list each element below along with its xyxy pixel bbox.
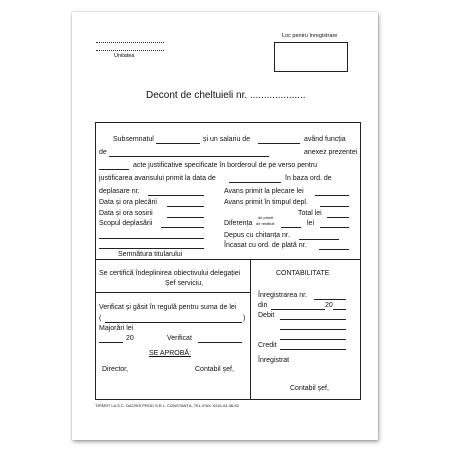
avans-timpul-field[interactable] <box>320 206 349 207</box>
acts-label: acte justificative specificate în borderoul de pe verso pentru <box>133 162 318 169</box>
debit-field-1[interactable] <box>280 319 346 320</box>
data-plecarii-field[interactable] <box>167 206 204 207</box>
de-restituit-label: de restituit <box>256 221 275 226</box>
contabilitate-title: CONTABILITATE <box>276 270 330 277</box>
credit-label: Credit <box>258 342 277 349</box>
se-aproba-label: SE APROBĂ: <box>149 350 192 357</box>
certify-text: Se certifică îndeplinirea obiectivului delegației <box>99 270 241 277</box>
accounting-contabil-label: Contabil șef, <box>290 385 329 392</box>
name-field[interactable] <box>156 143 200 144</box>
baza-ord-label: în baza ord. de <box>285 175 332 182</box>
debit-field-3[interactable] <box>280 339 346 340</box>
amount-words-field[interactable] <box>105 322 242 323</box>
scopul-field-2[interactable] <box>99 238 204 239</box>
inregistrarea-label: Înregistrarea nr. <box>258 292 308 299</box>
avans-plecare-label: Avans primit la plecare lei <box>224 188 304 195</box>
paren-open: ( <box>99 315 102 322</box>
anexez-label: anexez prezentei <box>304 149 358 156</box>
deplasare-field[interactable] <box>148 195 204 196</box>
verificat-label: Verificat <box>167 335 192 342</box>
data-plecarii-label: Data și ora plecării <box>99 199 157 206</box>
incasat-field[interactable] <box>319 249 349 250</box>
de-label: de <box>99 149 107 156</box>
din-year-field[interactable] <box>333 309 346 310</box>
salary-field[interactable] <box>258 143 300 144</box>
debit-label: Debit <box>258 312 275 319</box>
chitanta-label: Depus cu chitanța nr. <box>224 232 290 239</box>
scopul-label: Scopul deplasării <box>99 220 153 227</box>
unit-dotted-line-1[interactable] <box>96 42 164 43</box>
debit-field-2[interactable] <box>280 329 346 330</box>
avans-timpul-label: Avans primit în timpul depl. <box>224 199 308 206</box>
salary-label: și un salariu de <box>203 136 251 143</box>
section-divider-1 <box>95 259 360 260</box>
column-divider <box>250 259 251 399</box>
de-primit-label: de primit <box>258 215 274 220</box>
verificat-field[interactable] <box>198 342 242 343</box>
unit-dotted-line-2[interactable] <box>96 50 164 51</box>
diferenta-lei-label: lei <box>307 220 315 227</box>
total-lei-field[interactable] <box>327 217 349 218</box>
inregistrarea-field[interactable] <box>314 299 346 300</box>
unit-label: Unitatea <box>114 53 135 59</box>
verify-year: 20 <box>126 335 134 342</box>
total-lei-label: Total lei <box>298 210 322 217</box>
majorari-field[interactable] <box>99 342 123 343</box>
incasat-label: Încasat cu ord. de plată nr. <box>224 242 307 249</box>
data-sosirii-field[interactable] <box>167 217 204 218</box>
diferenta-label: Diferența <box>224 220 253 227</box>
approve-contabil-label: Contabil șef, <box>195 366 234 373</box>
majorari-label: Majorări lei <box>99 325 134 332</box>
page-title: Decont de cheltuieli nr. .................... <box>146 90 306 101</box>
acts-count-field[interactable] <box>99 169 129 170</box>
advance-date-field[interactable] <box>229 182 281 183</box>
diferenta-lei-field[interactable] <box>320 227 349 228</box>
scopul-field-3[interactable] <box>99 248 204 249</box>
verify-text: Verificat și găsit în regulă pentru suma de lei <box>99 304 237 311</box>
inregistrat-label: Înregistrat <box>258 357 290 364</box>
director-label: Director, <box>102 366 129 373</box>
sef-serviciu-label: Șef serviciu, <box>165 280 204 287</box>
accounting-year: 20 <box>325 302 333 309</box>
data-sosirii-label: Data și ora sosirii <box>99 210 153 217</box>
paren-close: ) <box>243 315 246 322</box>
function-field[interactable] <box>109 156 269 157</box>
credit-field[interactable] <box>280 349 346 350</box>
din-label: din <box>258 302 268 309</box>
din-field[interactable] <box>271 309 325 310</box>
registration-box-label: Loc pentru înregistrare <box>282 33 338 39</box>
section-divider-2 <box>95 292 250 293</box>
signature-label: Semnătura titularului <box>118 251 183 258</box>
avans-plecare-field[interactable] <box>315 195 349 196</box>
scopul-field-1[interactable] <box>161 227 204 228</box>
chitanta-field[interactable] <box>299 239 339 240</box>
printer-footer: TIPĂRIT LA S.C. DACRIS PROD S.R.L. CONSTANȚA, TEL./FAX: 0241-61.36.82 <box>95 403 239 408</box>
registration-box[interactable] <box>274 42 348 72</box>
justificare-label: justificarea avansului primit la data de <box>99 175 216 182</box>
subsemnatul-label: Subsemnatul <box>113 136 154 143</box>
function-label: având funcția <box>304 136 346 143</box>
deplasare-label: deplasare nr. <box>99 188 140 195</box>
form-page <box>72 12 378 440</box>
diferenta-field[interactable] <box>281 227 301 228</box>
